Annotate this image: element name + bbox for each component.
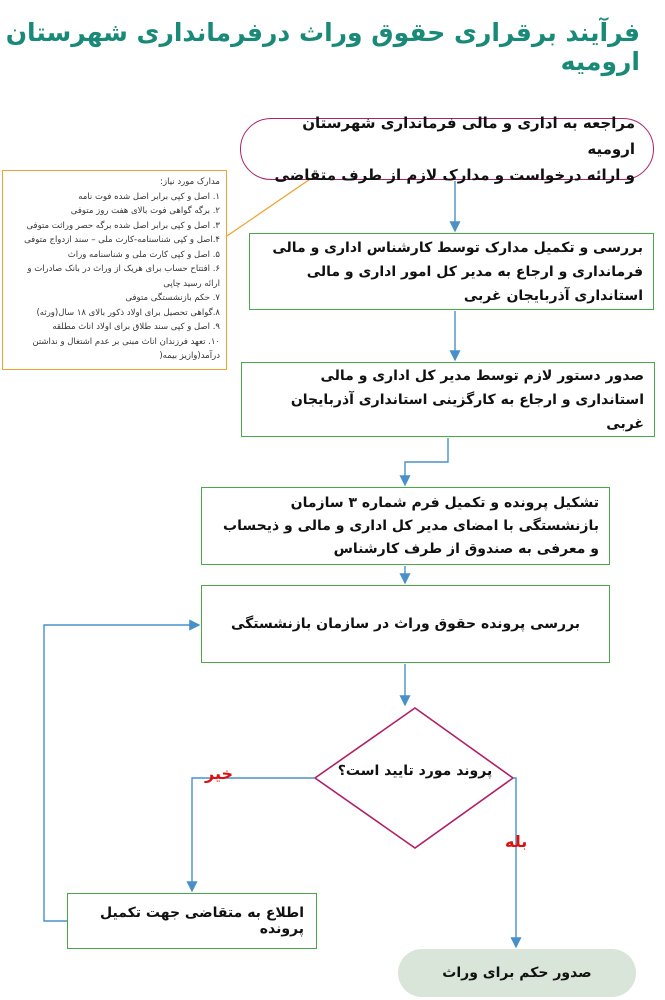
document-item: ۹. اصل و کپی سند طلاق برای اولاد اناث مطلقه (52, 322, 220, 332)
step-notify-applicant-text: اطلاع به متقاضی جهت تکمیل پرونده (100, 905, 304, 937)
start-line-2: و ارائه درخواست و مدارک لازم از طرف متقاضی (274, 166, 635, 184)
step-issue-order (241, 362, 655, 437)
arrow-decision-no (192, 778, 315, 891)
arrow-step3-step4 (405, 438, 448, 485)
step-review-documents (249, 233, 654, 310)
arrow-feedback-loop (44, 625, 199, 921)
document-item: ۷. حکم بازنشستگی متوفی (125, 293, 220, 303)
documents-heading: مدارک مورد نیاز: (160, 177, 220, 187)
no-label: خیر (205, 764, 234, 783)
step-form-file (201, 487, 610, 565)
document-item: ۲. برگه گواهی فوت بالای هفت روز متوفی (70, 206, 220, 216)
document-item: ۸.گواهی تحصیل برای اولاد ذکور بالای ۱۸ سال(ورثه) (36, 307, 220, 318)
end-step-text: صدور حکم برای وراث (442, 965, 592, 981)
document-item: ۱۰. تعهد فرزندان اناث مبنی بر عدم اشتغال و نداشتن درآمد(وازیز بیمه( (32, 336, 220, 361)
step-notify-applicant (67, 893, 317, 949)
document-item: ۵. اصل و کپی کارت ملی و شناسنامه وراث (67, 249, 220, 260)
arrow-decision-yes (513, 778, 516, 947)
step-pension-review (201, 585, 610, 663)
yes-label: بله (505, 832, 528, 851)
document-item: ۱. اصل و کپی برابر اصل شده فوت نامه (78, 191, 220, 202)
required-documents-box (2, 170, 227, 370)
document-item: ۴.اصل و کپی شناسنامه-کارت ملی – سند ازدواج متوفی (24, 235, 220, 245)
step-review-documents-text: بررسی و تکمیل مدارک توسط کارشناس اداری و مالی فرمانداری و ارجاع به مدیر کل امور اداری و مالی استانداری آذربایجان غربی (272, 239, 643, 304)
step-form-file-text: تشکیل پرونده و تکمیل فرم شماره ۳ سازمان بازنشستگی با امضای مدیر کل اداری و مالی و ذیحساب و معرفی به صندوق از طرف کارشناس (223, 494, 599, 557)
document-item: ۳. اصل و کپی برابر اصل شده برگه حصر وراثت متوفی (26, 220, 220, 231)
start-step (240, 114, 654, 184)
step-issue-order-text: صدور دستور لازم توسط مدیر کل اداری و مالی استانداری و ارجاع به کارگزینی استانداری آذربایجان غربی (290, 367, 644, 432)
decision-question: پروند مورد تایید است؟ (337, 763, 493, 779)
step-pension-review-text: بررسی پرونده حقوق وراث در سازمان بازنشستگی (230, 616, 581, 632)
start-line-1: مراجعه به اداری و مالی فرمانداری شهرستان ارومیه (302, 114, 635, 158)
document-item: ۶. افتتاح حساب برای هریک از وراث در بانک صادرات و ارائه رسید چاپی (27, 264, 220, 289)
page-title: فرآیند برقراری حقوق وراث درفرمانداری شهرستان ارومیه (5, 18, 640, 76)
end-step (398, 949, 636, 997)
